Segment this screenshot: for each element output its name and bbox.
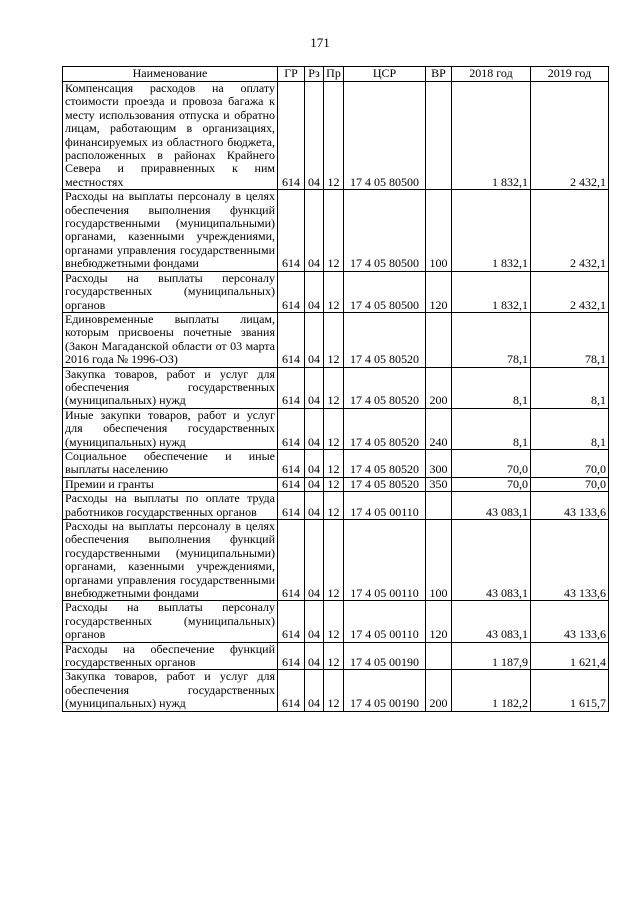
cell-name: Расходы на выплаты персоналу государственных (муниципальных) органов bbox=[63, 271, 278, 312]
cell-name: Премии и гранты bbox=[63, 477, 278, 491]
cell-vr bbox=[426, 312, 452, 367]
cell-pr: 12 bbox=[324, 312, 344, 367]
cell-vr: 350 bbox=[426, 477, 452, 491]
cell-rz: 04 bbox=[305, 449, 324, 477]
cell-pr: 12 bbox=[324, 271, 344, 312]
cell-2018: 1 187,9 bbox=[452, 642, 531, 670]
header-2018: 2018 год bbox=[452, 67, 531, 82]
cell-2019: 43 133,6 bbox=[531, 601, 609, 642]
cell-csr: 17 4 05 80500 bbox=[344, 82, 426, 190]
cell-vr: 240 bbox=[426, 408, 452, 449]
cell-2018: 78,1 bbox=[452, 312, 531, 367]
cell-pr: 12 bbox=[324, 190, 344, 271]
cell-pr: 12 bbox=[324, 670, 344, 711]
cell-2019: 43 133,6 bbox=[531, 492, 609, 520]
cell-name: Компенсация расходов на оплату стоимости проезда и провоза багажа к месту использования отпуска и обратно лицам, работающим в организациях, финансируемых из областного бюджета, расположенных в районах Крайнего Севера и приравненных к ним местностях bbox=[63, 82, 278, 190]
cell-gr: 614 bbox=[278, 408, 305, 449]
cell-csr: 17 4 05 00190 bbox=[344, 642, 426, 670]
cell-pr: 12 bbox=[324, 642, 344, 670]
cell-name: Расходы на выплаты персоналу государственных (муниципальных) органов bbox=[63, 601, 278, 642]
cell-2019: 8,1 bbox=[531, 367, 609, 408]
cell-2019: 1 615,7 bbox=[531, 670, 609, 711]
cell-gr: 614 bbox=[278, 367, 305, 408]
cell-rz: 04 bbox=[305, 520, 324, 601]
table-row bbox=[63, 477, 609, 491]
cell-2018: 1 832,1 bbox=[452, 82, 531, 190]
cell-vr: 200 bbox=[426, 367, 452, 408]
cell-2018: 43 083,1 bbox=[452, 492, 531, 520]
table-row bbox=[63, 601, 609, 642]
cell-2018: 43 083,1 bbox=[452, 520, 531, 601]
header-rz: Рз bbox=[305, 67, 324, 82]
cell-rz: 04 bbox=[305, 642, 324, 670]
cell-vr bbox=[426, 642, 452, 670]
cell-name: Расходы на выплаты по оплате труда работников государственных органов bbox=[63, 492, 278, 520]
cell-2019: 2 432,1 bbox=[531, 82, 609, 190]
header-vr: ВР bbox=[426, 67, 452, 82]
cell-vr: 300 bbox=[426, 449, 452, 477]
cell-gr: 614 bbox=[278, 520, 305, 601]
table-row bbox=[63, 367, 609, 408]
cell-rz: 04 bbox=[305, 670, 324, 711]
cell-rz: 04 bbox=[305, 601, 324, 642]
cell-2019: 70,0 bbox=[531, 449, 609, 477]
cell-2019: 43 133,6 bbox=[531, 520, 609, 601]
cell-name: Расходы на выплаты персоналу в целях обеспечения выполнения функций государственными (муниципальными) органами, казенными учреждениями, органами управления государственными внебюджетными фондами bbox=[63, 520, 278, 601]
cell-pr: 12 bbox=[324, 367, 344, 408]
cell-gr: 614 bbox=[278, 82, 305, 190]
cell-2018: 1 832,1 bbox=[452, 190, 531, 271]
cell-pr: 12 bbox=[324, 492, 344, 520]
cell-csr: 17 4 05 80520 bbox=[344, 312, 426, 367]
cell-name: Расходы на обеспечение функций государственных органов bbox=[63, 642, 278, 670]
cell-csr: 17 4 05 80520 bbox=[344, 477, 426, 491]
cell-csr: 17 4 05 00110 bbox=[344, 492, 426, 520]
cell-gr: 614 bbox=[278, 477, 305, 491]
table-row bbox=[63, 492, 609, 520]
cell-2018: 8,1 bbox=[452, 367, 531, 408]
cell-gr: 614 bbox=[278, 642, 305, 670]
cell-csr: 17 4 05 00110 bbox=[344, 601, 426, 642]
cell-2018: 43 083,1 bbox=[452, 601, 531, 642]
table-row bbox=[63, 520, 609, 601]
cell-csr: 17 4 05 80520 bbox=[344, 367, 426, 408]
cell-2019: 2 432,1 bbox=[531, 271, 609, 312]
table-row bbox=[63, 670, 609, 711]
cell-csr: 17 4 05 80520 bbox=[344, 408, 426, 449]
cell-2018: 8,1 bbox=[452, 408, 531, 449]
table-row bbox=[63, 312, 609, 367]
cell-gr: 614 bbox=[278, 492, 305, 520]
cell-vr bbox=[426, 492, 452, 520]
header-csr: ЦСР bbox=[344, 67, 426, 82]
cell-gr: 614 bbox=[278, 601, 305, 642]
cell-2018: 1 832,1 bbox=[452, 271, 531, 312]
cell-pr: 12 bbox=[324, 408, 344, 449]
page-number: 171 bbox=[310, 35, 330, 50]
cell-name: Закупка товаров, работ и услуг для обеспечения государственных (муниципальных) нужд bbox=[63, 367, 278, 408]
cell-gr: 614 bbox=[278, 312, 305, 367]
table-row bbox=[63, 190, 609, 271]
cell-name: Иные закупки товаров, работ и услуг для обеспечения государственных (муниципальных) нужд bbox=[63, 408, 278, 449]
cell-2019: 2 432,1 bbox=[531, 190, 609, 271]
cell-gr: 614 bbox=[278, 190, 305, 271]
cell-csr: 17 4 05 00190 bbox=[344, 670, 426, 711]
cell-vr: 200 bbox=[426, 670, 452, 711]
cell-gr: 614 bbox=[278, 449, 305, 477]
cell-pr: 12 bbox=[324, 601, 344, 642]
cell-vr: 120 bbox=[426, 271, 452, 312]
cell-vr: 100 bbox=[426, 190, 452, 271]
cell-2018: 70,0 bbox=[452, 477, 531, 491]
cell-name: Единовременные выплаты лицам, которым присвоены почетные звания (Закон Магаданской области от 03 марта 2016 года № 1996-ОЗ) bbox=[63, 312, 278, 367]
cell-pr: 12 bbox=[324, 520, 344, 601]
table-row bbox=[63, 449, 609, 477]
cell-vr bbox=[426, 82, 452, 190]
cell-rz: 04 bbox=[305, 408, 324, 449]
cell-pr: 12 bbox=[324, 477, 344, 491]
cell-2019: 8,1 bbox=[531, 408, 609, 449]
cell-csr: 17 4 05 00110 bbox=[344, 520, 426, 601]
table-header-row bbox=[63, 67, 609, 82]
header-pr: Пр bbox=[324, 67, 344, 82]
table-row bbox=[63, 82, 609, 190]
cell-vr: 120 bbox=[426, 601, 452, 642]
cell-rz: 04 bbox=[305, 367, 324, 408]
cell-2018: 1 182,2 bbox=[452, 670, 531, 711]
cell-rz: 04 bbox=[305, 271, 324, 312]
table-row bbox=[63, 642, 609, 670]
cell-2019: 70,0 bbox=[531, 477, 609, 491]
cell-csr: 17 4 05 80500 bbox=[344, 271, 426, 312]
cell-2019: 78,1 bbox=[531, 312, 609, 367]
cell-gr: 614 bbox=[278, 670, 305, 711]
budget-table bbox=[62, 66, 609, 712]
cell-vr: 100 bbox=[426, 520, 452, 601]
cell-pr: 12 bbox=[324, 82, 344, 190]
cell-name: Социальное обеспечение и иные выплаты населению bbox=[63, 449, 278, 477]
header-gr: ГР bbox=[278, 67, 305, 82]
cell-2018: 70,0 bbox=[452, 449, 531, 477]
header-2019: 2019 год bbox=[531, 67, 609, 82]
cell-name: Закупка товаров, работ и услуг для обеспечения государственных (муниципальных) нужд bbox=[63, 670, 278, 711]
cell-pr: 12 bbox=[324, 449, 344, 477]
cell-rz: 04 bbox=[305, 477, 324, 491]
table-row bbox=[63, 408, 609, 449]
cell-2019: 1 621,4 bbox=[531, 642, 609, 670]
cell-rz: 04 bbox=[305, 492, 324, 520]
cell-csr: 17 4 05 80500 bbox=[344, 190, 426, 271]
table-row bbox=[63, 271, 609, 312]
cell-gr: 614 bbox=[278, 271, 305, 312]
cell-csr: 17 4 05 80520 bbox=[344, 449, 426, 477]
cell-name: Расходы на выплаты персоналу в целях обеспечения выполнения функций государственными (муниципальными) органами, казенными учреждениями, органами управления государственными внебюджетными фондами bbox=[63, 190, 278, 271]
cell-rz: 04 bbox=[305, 312, 324, 367]
header-name: Наименование bbox=[63, 67, 278, 82]
cell-rz: 04 bbox=[305, 190, 324, 271]
cell-rz: 04 bbox=[305, 82, 324, 190]
